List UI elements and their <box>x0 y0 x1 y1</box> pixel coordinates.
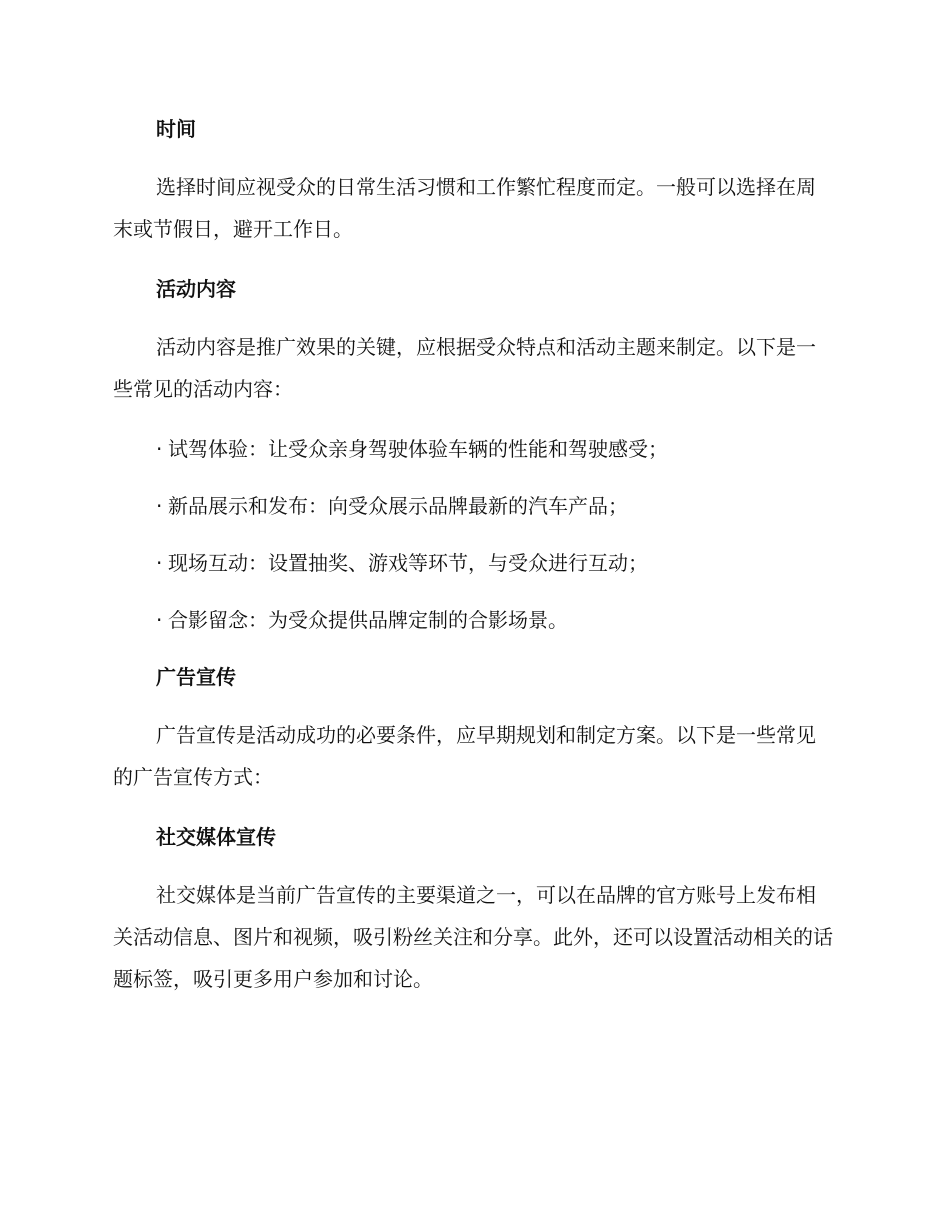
bullet-marker: · <box>156 608 163 632</box>
list-item-text: 新品展示和发布：向受众展示品牌最新的汽车产品； <box>168 494 628 518</box>
section-heading-time: 时间 <box>156 117 196 141</box>
section-heading-social-media: 社交媒体宣传 <box>156 825 276 849</box>
list-item <box>156 549 648 577</box>
paragraph-time: 选择时间应视受众的日常生活习惯和工作繁忙程度而定。一般可以选择在周末或节假日，避开工作日。 <box>113 175 816 241</box>
paragraph-activity: 活动内容是推广效果的关键，应根据受众特点和活动主题来制定。以下是一些常见的活动内容： <box>113 335 816 401</box>
list-item <box>156 492 628 520</box>
bullet-marker: · <box>156 494 163 518</box>
section-heading-activity: 活动内容 <box>156 277 236 301</box>
paragraph-social-media: 社交媒体是当前广告宣传的主要渠道之一，可以在品牌的官方账号上发布相关活动信息、图片和视频，吸引粉丝关注和分享。此外，还可以设置活动相关的话题标签，吸引更多用户参加和讨论。 <box>113 883 833 991</box>
list-item-text: 合影留念：为受众提供品牌定制的合影场景。 <box>168 608 568 632</box>
bullet-marker: · <box>156 551 163 575</box>
section-heading-advertising: 广告宣传 <box>156 665 236 689</box>
paragraph-advertising: 广告宣传是活动成功的必要条件，应早期规划和制定方案。以下是一些常见的广告宣传方式： <box>113 723 816 789</box>
list-item-text: 试驾体验：让受众亲身驾驶体验车辆的性能和驾驶感受； <box>168 437 668 461</box>
list-item-text: 现场互动：设置抽奖、游戏等环节，与受众进行互动； <box>168 551 648 575</box>
list-item <box>156 435 668 463</box>
list-item <box>156 606 568 634</box>
bullet-marker: · <box>156 437 163 461</box>
